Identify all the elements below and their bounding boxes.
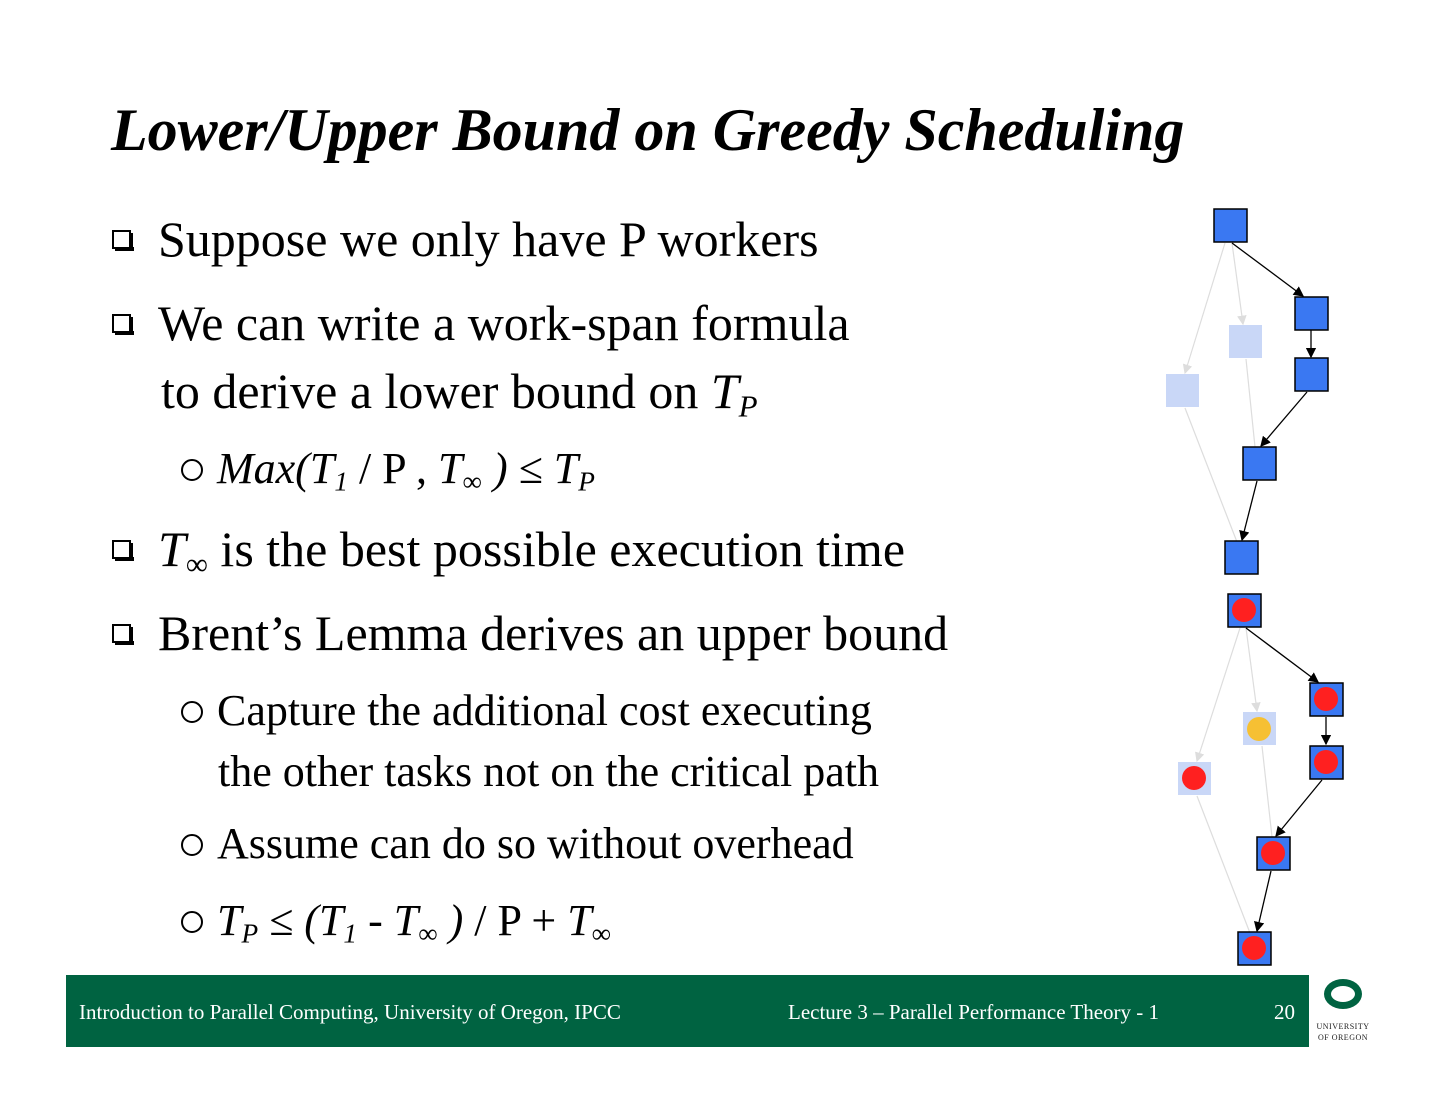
formula-part: T xyxy=(393,896,419,945)
formula-sub: P xyxy=(578,466,595,497)
footer-page-number: 20 xyxy=(1274,1000,1295,1024)
sub-bullet-circle-icon xyxy=(181,911,203,933)
footer-lecture: Lecture 3 – Parallel Performance Theory - 1 xyxy=(788,1000,1160,1024)
formula-sub: 1 xyxy=(343,918,358,949)
bullet-text: Suppose we only have P workers xyxy=(158,211,819,267)
sub-bullet-assume xyxy=(181,818,854,869)
continuation-text: to derive a lower bound on xyxy=(161,363,711,419)
task-node xyxy=(1295,358,1328,391)
formula-part: T xyxy=(553,444,579,493)
formula-sub: P xyxy=(241,918,259,949)
formula-sub: 1 xyxy=(334,466,348,497)
formula-part: T xyxy=(217,896,242,945)
sub-bullet-circle-icon xyxy=(181,701,203,723)
task-node xyxy=(1225,541,1258,574)
dag-nodes-bottom xyxy=(1178,594,1343,965)
executed-dot xyxy=(1261,841,1285,865)
sub-bullet-text: Capture the additional cost executing xyxy=(217,686,872,735)
sub-bullet-circle-icon xyxy=(181,459,203,481)
bullet-work-span-continuation xyxy=(161,362,758,425)
task-node xyxy=(1243,447,1276,480)
bullet-square-icon xyxy=(112,314,134,336)
var-sub: P xyxy=(738,388,758,424)
logo-text-line1: UNIVERSITY xyxy=(1316,1022,1370,1031)
formula-part: Max(T xyxy=(217,444,335,493)
bullet-text: is the best possible execution time xyxy=(207,521,906,577)
sub-bullet-brent-formula xyxy=(181,895,611,950)
task-node-faded xyxy=(1166,374,1199,407)
bullet-square-icon xyxy=(112,230,134,252)
sub-bullet-text: Assume can do so without overhead xyxy=(217,819,854,868)
sub-bullet-max-formula xyxy=(181,443,595,498)
o-logo-icon xyxy=(1324,979,1362,1009)
footer-bar xyxy=(66,975,1309,1047)
bullet-p-workers xyxy=(112,206,819,272)
formula-part: T xyxy=(567,896,592,945)
bullet-text: Brent’s Lemma derives an upper bound xyxy=(158,605,949,661)
formula-part: T xyxy=(438,444,463,493)
task-node-faded xyxy=(1229,325,1262,358)
sub-bullet-circle-icon xyxy=(181,834,203,856)
sub-bullet-capture xyxy=(181,685,872,736)
bullet-square-icon xyxy=(112,624,134,646)
sub-bullet-text: the other tasks not on the critical path xyxy=(218,747,880,796)
executed-dot xyxy=(1182,766,1206,790)
bullet-t-infinity xyxy=(112,516,905,598)
task-dag-diagram xyxy=(1150,200,1360,970)
var-t: T xyxy=(710,363,739,419)
formula-sub: ∞ xyxy=(462,466,482,497)
bullet-brents-lemma xyxy=(112,600,948,666)
bullet-square-icon xyxy=(112,540,134,562)
formula-part: - xyxy=(357,896,394,945)
footer-course: Introduction to Parallel Computing, University of Oregon, IPCC xyxy=(79,1000,621,1024)
slide-title: Lower/Upper Bound on Greedy Scheduling xyxy=(111,97,1185,163)
sub-bullet-capture-continuation xyxy=(218,746,879,797)
executed-dot xyxy=(1242,936,1266,960)
executing-dot xyxy=(1247,717,1271,741)
executed-dot xyxy=(1314,687,1338,711)
formula-part: / P + xyxy=(463,896,568,945)
var-sub: ∞ xyxy=(185,546,208,582)
formula-part: ) xyxy=(437,896,464,945)
logo-text-line2: OF OREGON xyxy=(1317,1033,1369,1042)
executed-dot xyxy=(1314,750,1338,774)
formula-part: / P , xyxy=(347,444,439,493)
university-logo xyxy=(1311,975,1375,1047)
formula-part: ) ≤ xyxy=(481,444,554,493)
bullet-text: We can write a work-span formula xyxy=(158,295,850,351)
var-t: T xyxy=(158,521,186,577)
bullet-work-span xyxy=(112,290,850,356)
formula-sub: ∞ xyxy=(591,918,612,949)
executed-dot xyxy=(1232,598,1256,622)
task-node xyxy=(1295,297,1328,330)
formula-sub: ∞ xyxy=(418,918,438,949)
formula-part: ≤ (T xyxy=(258,896,344,945)
task-node xyxy=(1214,209,1247,242)
